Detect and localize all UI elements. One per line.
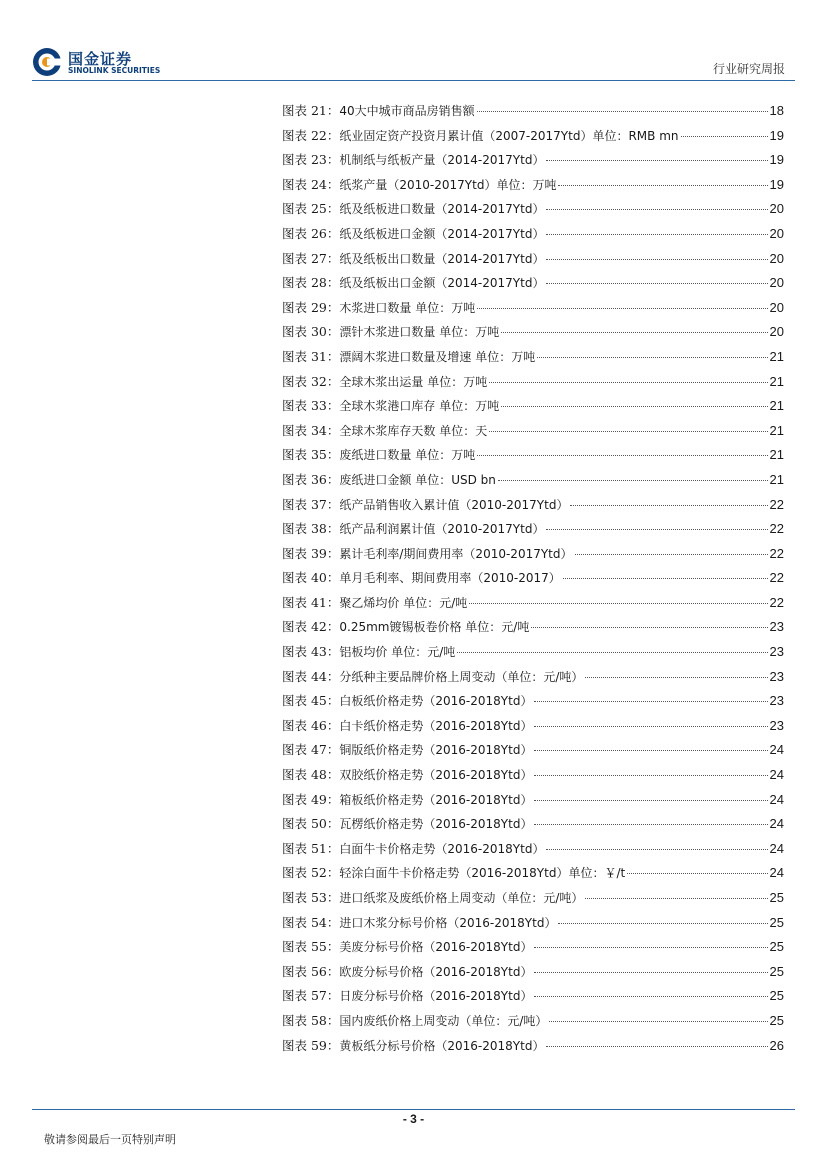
toc-dot-leader xyxy=(546,259,767,260)
toc-entry-title: 纸业固定资产投资月累计值（2007-2017Ytd）单位：RMB mn xyxy=(339,128,679,143)
toc-entry-page: 23 xyxy=(769,668,784,684)
toc-entry-page: 19 xyxy=(769,127,784,143)
toc-entry[interactable] xyxy=(282,298,784,323)
toc-entry-title: 全球木浆出运量 单位：万吨 xyxy=(339,374,488,389)
toc-entry-number: 图表 22： xyxy=(282,127,340,143)
toc-entry-page: 23 xyxy=(769,693,784,709)
toc-entry-page: 25 xyxy=(769,988,784,1004)
toc-dot-leader xyxy=(489,382,767,383)
toc-dot-leader xyxy=(531,627,767,628)
toc-entry-page: 24 xyxy=(769,865,784,881)
toc-entry[interactable] xyxy=(282,470,784,495)
toc-entry[interactable] xyxy=(282,126,784,151)
toc-entry-page: 25 xyxy=(769,939,784,955)
toc-entry[interactable] xyxy=(282,667,784,692)
toc-entry[interactable] xyxy=(282,199,784,224)
toc-dot-leader xyxy=(534,947,767,948)
toc-dot-leader xyxy=(534,726,767,727)
toc-entry-title: 聚乙烯均价 单位：元/吨 xyxy=(339,595,468,610)
toc-entry-title: 0.25mm镀锡板卷价格 单位：元/吨 xyxy=(339,620,530,635)
toc-entry-number: 图表 31： xyxy=(282,348,340,364)
toc-entry[interactable] xyxy=(282,568,784,593)
toc-entry-title: 铜版纸价格走势（2016-2018Ytd） xyxy=(339,743,533,758)
toc-entry-number: 图表 42： xyxy=(282,619,340,635)
toc-dot-leader xyxy=(546,234,767,235)
toc-entry-title: 漂阔木浆进口数量及增速 单位：万吨 xyxy=(339,349,536,364)
toc-entry-page: 19 xyxy=(769,176,784,192)
toc-entry-page: 21 xyxy=(769,373,784,389)
toc-dot-leader xyxy=(585,898,767,899)
toc-entry[interactable] xyxy=(282,937,784,962)
toc-dot-leader xyxy=(534,996,767,997)
toc-entry-title: 纸及纸板出口金额（2014-2017Ytd） xyxy=(339,276,545,291)
toc-entry-page: 24 xyxy=(769,742,784,758)
toc-entry[interactable] xyxy=(282,913,784,938)
toc-entry-number: 图表 28： xyxy=(282,275,340,291)
toc-dot-leader xyxy=(501,332,767,333)
toc-dot-leader xyxy=(534,701,767,702)
toc-entry-number: 图表 59： xyxy=(282,1037,340,1053)
page-header xyxy=(0,0,827,84)
toc-entry-number: 图表 37： xyxy=(282,496,340,512)
toc-entry-page: 22 xyxy=(769,545,784,561)
toc-entry-page: 23 xyxy=(769,619,784,635)
toc-entry[interactable] xyxy=(282,986,784,1011)
toc-dot-leader xyxy=(546,209,767,210)
toc-entry-title: 白卡纸价格走势（2016-2018Ytd） xyxy=(339,718,533,733)
toc-entry-number: 图表 24： xyxy=(282,176,340,192)
toc-entry[interactable] xyxy=(282,888,784,913)
disclaimer-note: 敬请参阅最后一页特别声明 xyxy=(44,1133,176,1146)
toc-entry-number: 图表 26： xyxy=(282,225,340,241)
toc-entry[interactable] xyxy=(282,765,784,790)
toc-entry-number: 图表 57： xyxy=(282,988,340,1004)
toc-entry-title: 纸浆产量（2010-2017Ytd）单位：万吨 xyxy=(339,177,557,192)
toc-dot-leader xyxy=(477,455,767,456)
toc-entry-page: 25 xyxy=(769,963,784,979)
toc-dot-leader xyxy=(549,1021,767,1022)
toc-dot-leader xyxy=(534,824,767,825)
toc-entry[interactable] xyxy=(282,1011,784,1036)
toc-entry[interactable] xyxy=(282,716,784,741)
toc-entry-title: 进口木浆分标号价格（2016-2018Ytd） xyxy=(339,915,557,930)
toc-entry-title: 欧废分标号价格（2016-2018Ytd） xyxy=(339,964,533,979)
toc-entry-number: 图表 54： xyxy=(282,914,340,930)
toc-entry-number: 图表 51： xyxy=(282,840,340,856)
toc-entry-title: 纸及纸板出口数量（2014-2017Ytd） xyxy=(339,251,545,266)
toc-entry-title: 机制纸与纸板产量（2014-2017Ytd） xyxy=(339,153,545,168)
toc-entry-page: 25 xyxy=(769,1012,784,1028)
toc-entry[interactable] xyxy=(282,740,784,765)
toc-dot-leader xyxy=(477,308,767,309)
toc-entry-title: 轻涂白面牛卡价格走势（2016-2018Ytd）单位：￥/t xyxy=(339,866,626,881)
toc-entry-page: 20 xyxy=(769,250,784,266)
toc-entry-number: 图表 45： xyxy=(282,693,340,709)
toc-entry[interactable] xyxy=(282,519,784,544)
toc-dot-leader xyxy=(534,800,767,801)
toc-entry-title: 全球木浆港口库存 单位：万吨 xyxy=(339,399,500,414)
toc-entry-number: 图表 44： xyxy=(282,668,340,684)
toc-entry[interactable] xyxy=(282,593,784,618)
toc-entry[interactable] xyxy=(282,962,784,987)
toc-entry[interactable] xyxy=(282,863,784,888)
toc-entry[interactable] xyxy=(282,617,784,642)
toc-dot-leader xyxy=(563,578,768,579)
toc-dot-leader xyxy=(681,136,768,137)
figure-index-list xyxy=(282,101,784,1060)
toc-entry-page: 21 xyxy=(769,471,784,487)
toc-entry-number: 图表 49： xyxy=(282,791,340,807)
toc-dot-leader xyxy=(546,283,767,284)
toc-entry-page: 20 xyxy=(769,201,784,217)
toc-dot-leader xyxy=(546,529,767,530)
toc-entry-title: 纸及纸板进口数量（2014-2017Ytd） xyxy=(339,202,545,217)
toc-entry-number: 图表 29： xyxy=(282,299,340,315)
toc-dot-leader xyxy=(546,849,767,850)
toc-entry-title: 箱板纸价格走势（2016-2018Ytd） xyxy=(339,792,533,807)
toc-entry[interactable] xyxy=(282,790,784,815)
toc-entry-number: 图表 41： xyxy=(282,594,340,610)
toc-entry-number: 图表 47： xyxy=(282,742,340,758)
toc-entry[interactable] xyxy=(282,445,784,470)
toc-entry-title: 白面牛卡价格走势（2016-2018Ytd） xyxy=(339,841,545,856)
toc-entry-title: 纸产品利润累计值（2010-2017Ytd） xyxy=(339,522,545,537)
toc-entry-page: 20 xyxy=(769,225,784,241)
toc-dot-leader xyxy=(457,652,767,653)
toc-dot-leader xyxy=(546,1046,767,1047)
toc-entry-number: 图表 36： xyxy=(282,471,340,487)
toc-dot-leader xyxy=(558,923,767,924)
page-number: - 3 - xyxy=(402,1112,425,1126)
toc-entry[interactable] xyxy=(282,839,784,864)
toc-dot-leader xyxy=(558,185,767,186)
toc-entry-number: 图表 50： xyxy=(282,816,340,832)
logo-mark-icon xyxy=(32,47,62,77)
toc-entry[interactable] xyxy=(282,642,784,667)
toc-entry-page: 21 xyxy=(769,398,784,414)
toc-entry-number: 图表 55： xyxy=(282,939,340,955)
toc-entry-page: 26 xyxy=(769,1037,784,1053)
logo-chinese-name: 国金证券 xyxy=(68,50,133,68)
toc-entry-title: 木浆进口数量 单位：万吨 xyxy=(339,300,476,315)
toc-entry-number: 图表 33： xyxy=(282,398,340,414)
toc-entry-title: 漂针木浆进口数量 单位：万吨 xyxy=(339,325,500,340)
toc-entry-page: 22 xyxy=(769,570,784,586)
toc-entry-title: 纸及纸板进口金额（2014-2017Ytd） xyxy=(339,226,545,241)
toc-entry-page: 24 xyxy=(769,767,784,783)
toc-entry-page: 21 xyxy=(769,447,784,463)
toc-dot-leader xyxy=(627,873,767,874)
toc-entry-page: 21 xyxy=(769,348,784,364)
toc-dot-leader xyxy=(477,111,768,112)
toc-entry[interactable] xyxy=(282,544,784,569)
toc-entry[interactable] xyxy=(282,814,784,839)
toc-entry-title: 日废分标号价格（2016-2018Ytd） xyxy=(339,989,533,1004)
toc-entry-page: 22 xyxy=(769,594,784,610)
toc-entry-number: 图表 40： xyxy=(282,570,340,586)
toc-entry[interactable] xyxy=(282,101,784,126)
footer-divider xyxy=(32,1109,795,1110)
toc-entry-title: 双胶纸价格走势（2016-2018Ytd） xyxy=(339,768,533,783)
toc-entry-number: 图表 56： xyxy=(282,963,340,979)
toc-dot-leader xyxy=(534,972,767,973)
toc-entry-title: 白板纸价格走势（2016-2018Ytd） xyxy=(339,694,533,709)
toc-entry-number: 图表 52： xyxy=(282,865,340,881)
logo-english-name: SINOLINK SECURITIES xyxy=(68,66,161,75)
toc-entry-title: 黄板纸分标号价格（2016-2018Ytd） xyxy=(339,1038,545,1053)
toc-entry-number: 图表 23： xyxy=(282,152,340,168)
toc-entry-number: 图表 43： xyxy=(282,644,340,660)
toc-entry-page: 23 xyxy=(769,644,784,660)
toc-entry[interactable] xyxy=(282,691,784,716)
toc-entry-title: 单月毛利率、期间费用率（2010-2017） xyxy=(339,571,561,586)
toc-entry-number: 图表 21： xyxy=(282,103,340,118)
toc-dot-leader xyxy=(537,357,767,358)
toc-entry[interactable] xyxy=(282,421,784,446)
toc-entry-number: 图表 58： xyxy=(282,1012,340,1028)
toc-entry-title: 全球木浆库存天数 单位：天 xyxy=(339,423,488,438)
toc-entry-page: 21 xyxy=(769,422,784,438)
toc-entry-page: 22 xyxy=(769,496,784,512)
toc-dot-leader xyxy=(498,480,768,481)
toc-entry-title: 进口纸浆及废纸价格上周变动（单位：元/吨） xyxy=(339,891,584,905)
toc-entry-page: 18 xyxy=(769,103,784,118)
toc-entry[interactable] xyxy=(282,495,784,520)
toc-dot-leader xyxy=(570,505,767,506)
toc-entry[interactable] xyxy=(282,347,784,372)
toc-dot-leader xyxy=(501,406,767,407)
toc-dot-leader xyxy=(585,677,767,678)
toc-entry-page: 23 xyxy=(769,717,784,733)
toc-entry-title: 废纸进口金额 单位：USD bn xyxy=(339,472,496,487)
toc-entry-page: 25 xyxy=(769,890,784,905)
toc-dot-leader xyxy=(546,160,767,161)
toc-entry-number: 图表 46： xyxy=(282,717,340,733)
toc-entry[interactable] xyxy=(282,224,784,249)
toc-entry-title: 分纸种主要品牌价格上周变动（单位：元/吨） xyxy=(339,669,584,684)
toc-entry-title: 美废分标号价格（2016-2018Ytd） xyxy=(339,940,533,955)
toc-entry[interactable] xyxy=(282,322,784,347)
toc-entry-number: 图表 32： xyxy=(282,373,340,389)
toc-entry-title: 纸产品销售收入累计值（2010-2017Ytd） xyxy=(339,497,569,512)
toc-entry-page: 22 xyxy=(769,521,784,537)
toc-entry-page: 20 xyxy=(769,275,784,291)
toc-dot-leader xyxy=(534,750,767,751)
toc-entry-page: 20 xyxy=(769,324,784,340)
toc-entry-page: 24 xyxy=(769,840,784,856)
toc-entry-title: 废纸进口数量 单位：万吨 xyxy=(339,448,476,463)
toc-entry-title: 瓦楞纸价格走势（2016-2018Ytd） xyxy=(339,817,533,832)
toc-entry[interactable] xyxy=(282,1036,784,1061)
toc-entry-title: 铝板均价 单位：元/吨 xyxy=(339,645,456,660)
toc-entry-title: 累计毛利率/期间费用率（2010-2017Ytd） xyxy=(339,546,573,561)
toc-entry[interactable] xyxy=(282,150,784,175)
toc-entry-number: 图表 25： xyxy=(282,201,340,217)
toc-entry[interactable] xyxy=(282,396,784,421)
toc-entry-page: 25 xyxy=(769,914,784,930)
toc-dot-leader xyxy=(469,603,767,604)
report-type: 行业研究周报 xyxy=(712,62,785,76)
toc-entry-number: 图表 38： xyxy=(282,521,340,537)
toc-entry-page: 24 xyxy=(769,791,784,807)
toc-entry-page: 20 xyxy=(769,299,784,315)
company-logo xyxy=(32,47,162,79)
toc-entry-page: 19 xyxy=(769,152,784,168)
toc-entry-title: 国内废纸价格上周变动（单位：元/吨） xyxy=(339,1013,548,1028)
toc-entry-number: 图表 39： xyxy=(282,545,340,561)
toc-dot-leader xyxy=(489,431,767,432)
toc-entry[interactable] xyxy=(282,372,784,397)
toc-entry-number: 图表 30： xyxy=(282,324,340,340)
toc-entry-title: 40大中城市商品房销售额 xyxy=(339,104,475,118)
toc-entry-page: 24 xyxy=(769,816,784,832)
toc-dot-leader xyxy=(534,775,767,776)
toc-entry-number: 图表 48： xyxy=(282,767,340,783)
header-divider xyxy=(32,80,795,81)
toc-entry[interactable] xyxy=(282,273,784,298)
toc-entry-number: 图表 53： xyxy=(282,890,340,905)
toc-dot-leader xyxy=(575,554,768,555)
toc-entry[interactable] xyxy=(282,249,784,274)
toc-entry[interactable] xyxy=(282,175,784,200)
toc-entry-number: 图表 34： xyxy=(282,422,340,438)
toc-entry-number: 图表 27： xyxy=(282,250,340,266)
toc-entry-number: 图表 35： xyxy=(282,447,340,463)
